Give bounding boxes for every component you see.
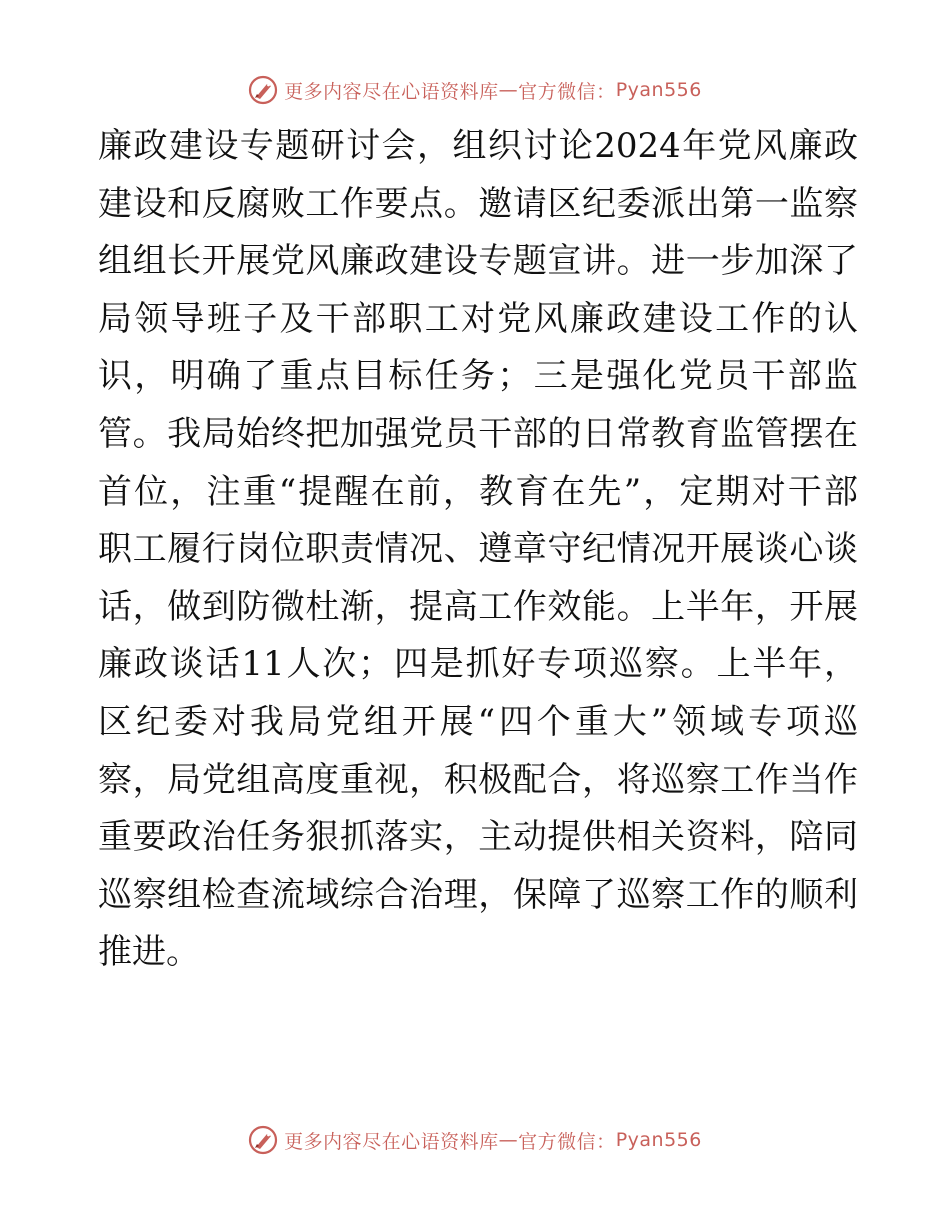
- body-line: 局领导班子及干部职工对党风廉政建设工作的认: [98, 298, 858, 339]
- watermark-text: 更多内容尽在心语资料库: [284, 1130, 499, 1153]
- body-line: 职工履行岗位职责情况、遵章守纪情况开展谈心谈: [98, 529, 858, 570]
- body-line: 区纪委对我局党组开展“四个重大”领域专项巡: [98, 701, 858, 742]
- pen-nib-logo-icon: [248, 75, 278, 105]
- body-line: 首位，注重“提醒在前，教育在先”，定期对干部: [98, 471, 858, 512]
- watermark-separator: —: [498, 79, 519, 101]
- document-body: [98, 118, 858, 982]
- body-line: 管。我局始终把加强党员干部的日常教育监管摆在: [98, 413, 858, 454]
- body-line: 巡察组检查流域综合治理，保障了巡察工作的顺利: [98, 874, 858, 915]
- body-line: 廉政建设专题研讨会，组织讨论2024年党风廉政: [98, 126, 858, 166]
- body-line: 组组长开展党风廉政建设专题宣讲。进一步加深了: [98, 241, 858, 282]
- body-line: 重要政治任务狠抓落实，主动提供相关资料，陪同: [98, 817, 858, 858]
- watermark-wechat-id: Pyan556: [615, 1129, 702, 1151]
- watermark-wechat-label: 官方微信：: [518, 1130, 616, 1153]
- body-line: 推进。: [98, 932, 200, 973]
- body-line: 廉政谈话11人次；四是抓好专项巡察。上半年，: [98, 644, 858, 685]
- watermark-wechat-id: Pyan556: [615, 79, 702, 101]
- footer-watermark: [0, 1120, 950, 1160]
- header-watermark: [0, 70, 950, 110]
- body-line: 建设和反腐败工作要点。邀请区纪委派出第一监察: [98, 183, 858, 224]
- watermark-wechat-label: 官方微信：: [518, 80, 616, 103]
- watermark-text: 更多内容尽在心语资料库: [284, 80, 499, 103]
- body-line: 识，明确了重点目标任务；三是强化党员干部监: [98, 356, 858, 397]
- pen-nib-logo-icon: [248, 1125, 278, 1155]
- watermark-separator: —: [498, 1129, 519, 1151]
- body-line: 话，做到防微杜渐，提高工作效能。上半年，开展: [98, 586, 858, 627]
- body-line: 察，局党组高度重视，积极配合，将巡察工作当作: [98, 759, 858, 800]
